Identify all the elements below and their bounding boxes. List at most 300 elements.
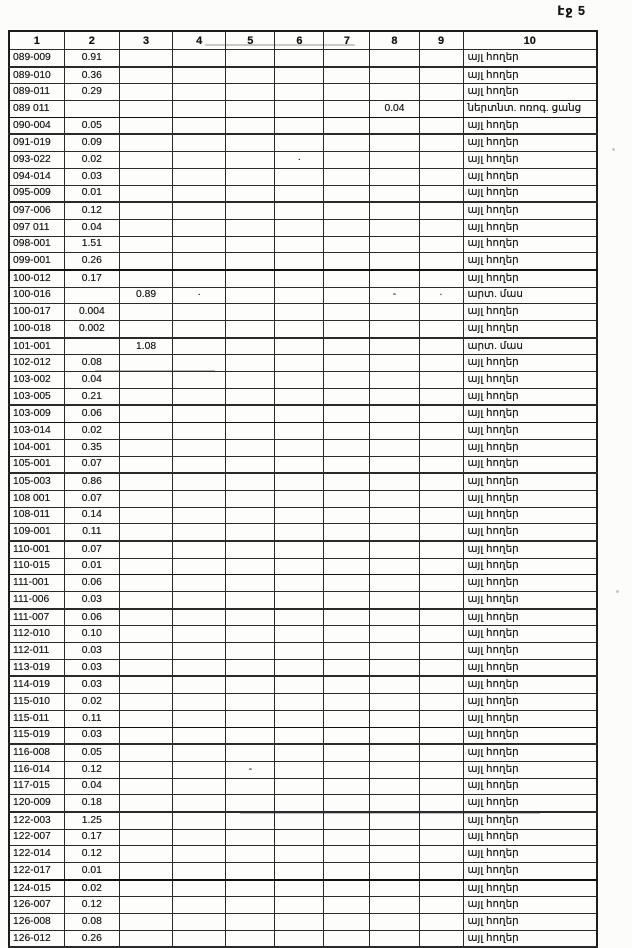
value-cell: 0.04 bbox=[64, 372, 119, 389]
value-cell bbox=[275, 914, 324, 931]
value-cell bbox=[64, 101, 119, 118]
value-cell bbox=[119, 152, 172, 169]
value-cell bbox=[275, 812, 324, 829]
parcel-code-cell: 100-012 bbox=[9, 270, 64, 287]
column-header-3: 3 bbox=[119, 31, 172, 50]
value-cell bbox=[419, 626, 463, 643]
land-type-cell: այլ հողեր bbox=[463, 236, 597, 253]
value-cell bbox=[370, 592, 419, 609]
value-cell bbox=[370, 676, 419, 693]
land-type-cell: այլ հողեր bbox=[463, 202, 597, 219]
land-type-cell: այլ հողեր bbox=[463, 575, 597, 592]
value-cell: 0.06 bbox=[64, 405, 119, 422]
column-header-9: 9 bbox=[419, 31, 463, 50]
value-cell bbox=[324, 761, 370, 778]
value-cell bbox=[419, 168, 463, 185]
value-cell bbox=[119, 626, 172, 643]
land-type-cell: այլ հողեր bbox=[463, 812, 597, 829]
value-cell: 0.21 bbox=[64, 388, 119, 405]
value-cell: 0.17 bbox=[64, 829, 119, 846]
value-cell bbox=[173, 219, 226, 236]
value-cell bbox=[275, 897, 324, 914]
value-cell bbox=[226, 219, 275, 236]
value-cell bbox=[370, 321, 419, 338]
value-cell bbox=[119, 168, 172, 185]
parcel-code-cell: 116-014 bbox=[9, 761, 64, 778]
value-cell bbox=[370, 219, 419, 236]
value-cell bbox=[275, 117, 324, 134]
value-cell bbox=[226, 524, 275, 541]
value-cell bbox=[226, 101, 275, 118]
table-row bbox=[9, 829, 597, 846]
value-cell bbox=[119, 880, 172, 897]
value-cell: 0.12 bbox=[64, 202, 119, 219]
value-cell bbox=[226, 321, 275, 338]
value-cell bbox=[275, 439, 324, 456]
value-cell bbox=[370, 541, 419, 558]
table-row bbox=[9, 152, 597, 169]
value-cell bbox=[173, 185, 226, 202]
value-cell bbox=[119, 761, 172, 778]
value-cell bbox=[419, 744, 463, 761]
land-type-cell: այլ հողեր bbox=[463, 524, 597, 541]
value-cell bbox=[173, 253, 226, 270]
value-cell bbox=[324, 643, 370, 660]
value-cell: 0.04 bbox=[370, 101, 419, 118]
value-cell bbox=[370, 84, 419, 101]
value-cell: 0.26 bbox=[64, 253, 119, 270]
value-cell bbox=[119, 423, 172, 440]
value-cell bbox=[119, 355, 172, 372]
value-cell bbox=[370, 575, 419, 592]
value-cell bbox=[419, 236, 463, 253]
value-cell bbox=[275, 355, 324, 372]
value-cell bbox=[419, 50, 463, 67]
value-cell bbox=[275, 846, 324, 863]
value-cell: · bbox=[275, 152, 324, 169]
value-cell bbox=[275, 575, 324, 592]
value-cell bbox=[173, 439, 226, 456]
land-type-cell: այլ հողեր bbox=[463, 507, 597, 524]
value-cell bbox=[173, 168, 226, 185]
value-cell: 0.11 bbox=[64, 524, 119, 541]
value-cell bbox=[173, 795, 226, 812]
value-cell bbox=[370, 507, 419, 524]
value-cell bbox=[119, 592, 172, 609]
value-cell bbox=[119, 575, 172, 592]
parcel-code-cell: 089 011 bbox=[9, 101, 64, 118]
value-cell bbox=[226, 914, 275, 931]
value-cell bbox=[419, 490, 463, 507]
parcel-code-cell: 122-007 bbox=[9, 829, 64, 846]
value-cell bbox=[119, 846, 172, 863]
value-cell bbox=[64, 338, 119, 355]
value-cell bbox=[226, 541, 275, 558]
value-cell bbox=[419, 592, 463, 609]
value-cell bbox=[419, 676, 463, 693]
table-row bbox=[9, 524, 597, 541]
value-cell bbox=[370, 253, 419, 270]
land-type-cell: այլ հողեր bbox=[463, 117, 597, 134]
parcel-code-cell: 104-001 bbox=[9, 439, 64, 456]
table-row bbox=[9, 914, 597, 931]
value-cell bbox=[324, 575, 370, 592]
value-cell bbox=[226, 558, 275, 575]
value-cell bbox=[226, 202, 275, 219]
value-cell bbox=[324, 490, 370, 507]
value-cell bbox=[275, 880, 324, 897]
value-cell bbox=[173, 829, 226, 846]
value-cell bbox=[119, 304, 172, 321]
value-cell bbox=[119, 778, 172, 795]
value-cell bbox=[119, 185, 172, 202]
table-row bbox=[9, 744, 597, 761]
value-cell bbox=[370, 50, 419, 67]
value-cell bbox=[419, 829, 463, 846]
value-cell bbox=[226, 863, 275, 880]
land-type-cell: այլ հողեր bbox=[463, 304, 597, 321]
value-cell bbox=[226, 507, 275, 524]
table-row bbox=[9, 575, 597, 592]
land-type-cell: այլ հողեր bbox=[463, 897, 597, 914]
value-cell bbox=[275, 287, 324, 304]
land-type-cell: այլ հողեր bbox=[463, 829, 597, 846]
value-cell bbox=[173, 880, 226, 897]
value-cell bbox=[370, 914, 419, 931]
value-cell bbox=[370, 423, 419, 440]
value-cell bbox=[275, 507, 324, 524]
value-cell bbox=[173, 84, 226, 101]
value-cell bbox=[119, 744, 172, 761]
land-type-cell: այլ հողեր bbox=[463, 778, 597, 795]
value-cell bbox=[324, 676, 370, 693]
table-row bbox=[9, 423, 597, 440]
table-row bbox=[9, 388, 597, 405]
parcel-code-cell: 109-001 bbox=[9, 524, 64, 541]
value-cell bbox=[119, 863, 172, 880]
value-cell bbox=[370, 778, 419, 795]
value-cell bbox=[370, 490, 419, 507]
table-row bbox=[9, 710, 597, 727]
parcel-code-cell: 111-001 bbox=[9, 575, 64, 592]
value-cell bbox=[119, 473, 172, 490]
value-cell bbox=[370, 405, 419, 422]
value-cell bbox=[226, 880, 275, 897]
table-row bbox=[9, 185, 597, 202]
value-cell bbox=[119, 541, 172, 558]
value-cell bbox=[419, 355, 463, 372]
value-cell bbox=[275, 609, 324, 626]
value-cell bbox=[64, 287, 119, 304]
land-type-cell: այլ հողեր bbox=[463, 558, 597, 575]
value-cell bbox=[370, 744, 419, 761]
land-type-cell: այլ հողեր bbox=[463, 270, 597, 287]
table-row bbox=[9, 643, 597, 660]
value-cell bbox=[173, 524, 226, 541]
table-row bbox=[9, 592, 597, 609]
value-cell bbox=[173, 592, 226, 609]
value-cell bbox=[226, 778, 275, 795]
value-cell bbox=[173, 761, 226, 778]
table-row bbox=[9, 304, 597, 321]
value-cell bbox=[119, 643, 172, 660]
value-cell bbox=[324, 846, 370, 863]
value-cell: 0.10 bbox=[64, 626, 119, 643]
value-cell bbox=[119, 101, 172, 118]
value-cell bbox=[419, 846, 463, 863]
table-row bbox=[9, 84, 597, 101]
value-cell bbox=[275, 490, 324, 507]
value-cell bbox=[324, 372, 370, 389]
value-cell bbox=[370, 134, 419, 151]
value-cell bbox=[419, 67, 463, 84]
value-cell bbox=[119, 914, 172, 931]
value-cell bbox=[226, 439, 275, 456]
value-cell: · bbox=[419, 287, 463, 304]
value-cell bbox=[370, 439, 419, 456]
parcel-code-cell: 122-017 bbox=[9, 863, 64, 880]
value-cell bbox=[419, 710, 463, 727]
parcel-code-cell: 103-002 bbox=[9, 372, 64, 389]
value-cell bbox=[324, 321, 370, 338]
value-cell bbox=[370, 236, 419, 253]
table-header-row bbox=[9, 31, 597, 50]
value-cell bbox=[324, 355, 370, 372]
land-type-cell: այլ հողեր bbox=[463, 914, 597, 931]
value-cell bbox=[324, 338, 370, 355]
value-cell bbox=[324, 84, 370, 101]
value-cell bbox=[226, 710, 275, 727]
land-type-cell: այլ հողեր bbox=[463, 676, 597, 693]
value-cell bbox=[173, 710, 226, 727]
table-row bbox=[9, 694, 597, 711]
value-cell bbox=[226, 423, 275, 440]
parcel-code-cell: 120-009 bbox=[9, 795, 64, 812]
value-cell bbox=[275, 541, 324, 558]
parcel-code-cell: 102-012 bbox=[9, 355, 64, 372]
parcel-code-cell: 124-015 bbox=[9, 880, 64, 897]
value-cell bbox=[324, 287, 370, 304]
land-type-cell: այլ հողեր bbox=[463, 710, 597, 727]
value-cell: 0.17 bbox=[64, 270, 119, 287]
value-cell bbox=[173, 659, 226, 676]
value-cell: 0.07 bbox=[64, 541, 119, 558]
value-cell bbox=[324, 659, 370, 676]
parcel-code-cell: 108-011 bbox=[9, 507, 64, 524]
land-type-cell: այլ հողեր bbox=[463, 84, 597, 101]
value-cell bbox=[173, 846, 226, 863]
value-cell bbox=[119, 897, 172, 914]
value-cell bbox=[173, 473, 226, 490]
value-cell bbox=[173, 405, 226, 422]
value-cell: 0.07 bbox=[64, 490, 119, 507]
value-cell bbox=[324, 812, 370, 829]
value-cell bbox=[173, 270, 226, 287]
value-cell bbox=[119, 524, 172, 541]
value-cell bbox=[324, 507, 370, 524]
value-cell bbox=[324, 863, 370, 880]
value-cell bbox=[275, 456, 324, 473]
value-cell: 0.002 bbox=[64, 321, 119, 338]
value-cell bbox=[370, 304, 419, 321]
value-cell bbox=[419, 219, 463, 236]
value-cell: 1.25 bbox=[64, 812, 119, 829]
value-cell: 0.12 bbox=[64, 897, 119, 914]
value-cell bbox=[370, 626, 419, 643]
table-row bbox=[9, 812, 597, 829]
parcel-code-cell: 094-014 bbox=[9, 168, 64, 185]
value-cell bbox=[370, 117, 419, 134]
land-type-cell: այլ հողեր bbox=[463, 659, 597, 676]
value-cell bbox=[226, 338, 275, 355]
value-cell: 0.89 bbox=[119, 287, 172, 304]
value-cell bbox=[419, 405, 463, 422]
value-cell bbox=[226, 812, 275, 829]
land-type-cell: այլ հողեր bbox=[463, 439, 597, 456]
value-cell: 0.86 bbox=[64, 473, 119, 490]
value-cell bbox=[419, 101, 463, 118]
parcel-code-cell: 100-016 bbox=[9, 287, 64, 304]
table-row bbox=[9, 117, 597, 134]
value-cell bbox=[275, 795, 324, 812]
value-cell bbox=[173, 558, 226, 575]
value-cell bbox=[226, 84, 275, 101]
value-cell bbox=[226, 659, 275, 676]
value-cell bbox=[324, 558, 370, 575]
parcel-code-cell: 103-009 bbox=[9, 405, 64, 422]
value-cell bbox=[173, 236, 226, 253]
value-cell bbox=[173, 541, 226, 558]
value-cell bbox=[226, 626, 275, 643]
land-type-cell: այլ հողեր bbox=[463, 423, 597, 440]
value-cell bbox=[226, 727, 275, 744]
value-cell bbox=[370, 270, 419, 287]
value-cell bbox=[419, 863, 463, 880]
parcel-code-cell: 112-010 bbox=[9, 626, 64, 643]
value-cell bbox=[275, 338, 324, 355]
value-cell bbox=[419, 117, 463, 134]
value-cell bbox=[173, 456, 226, 473]
value-cell bbox=[226, 643, 275, 660]
parcel-code-cell: 110-001 bbox=[9, 541, 64, 558]
value-cell bbox=[119, 50, 172, 67]
column-header-10: 10 bbox=[463, 31, 597, 50]
value-cell bbox=[119, 405, 172, 422]
land-type-cell: այլ հողեր bbox=[463, 541, 597, 558]
value-cell bbox=[419, 914, 463, 931]
parcel-code-cell: 126-007 bbox=[9, 897, 64, 914]
value-cell bbox=[324, 304, 370, 321]
value-cell bbox=[370, 456, 419, 473]
parcel-code-cell: 105-003 bbox=[9, 473, 64, 490]
value-cell bbox=[275, 84, 324, 101]
value-cell bbox=[275, 676, 324, 693]
value-cell bbox=[275, 694, 324, 711]
value-cell: 0.08 bbox=[64, 355, 119, 372]
value-cell bbox=[275, 321, 324, 338]
value-cell bbox=[419, 439, 463, 456]
value-cell bbox=[324, 117, 370, 134]
value-cell: 0.91 bbox=[64, 50, 119, 67]
value-cell bbox=[226, 67, 275, 84]
value-cell bbox=[370, 609, 419, 626]
value-cell bbox=[370, 829, 419, 846]
value-cell bbox=[419, 659, 463, 676]
value-cell bbox=[275, 592, 324, 609]
value-cell bbox=[419, 643, 463, 660]
value-cell bbox=[119, 202, 172, 219]
value-cell bbox=[324, 405, 370, 422]
table-row bbox=[9, 609, 597, 626]
value-cell bbox=[275, 253, 324, 270]
table-row bbox=[9, 236, 597, 253]
table-row bbox=[9, 863, 597, 880]
value-cell: 1.08 bbox=[119, 338, 172, 355]
table-row bbox=[9, 321, 597, 338]
value-cell bbox=[275, 67, 324, 84]
value-cell bbox=[275, 185, 324, 202]
table-row bbox=[9, 134, 597, 151]
land-type-cell: այլ հողեր bbox=[463, 152, 597, 169]
parcel-code-cell: 089-010 bbox=[9, 67, 64, 84]
value-cell bbox=[173, 778, 226, 795]
value-cell bbox=[119, 270, 172, 287]
table-row bbox=[9, 219, 597, 236]
table-row bbox=[9, 761, 597, 778]
land-type-cell: այլ հողեր bbox=[463, 490, 597, 507]
value-cell bbox=[275, 626, 324, 643]
table-row bbox=[9, 439, 597, 456]
value-cell bbox=[173, 67, 226, 84]
parcel-code-cell: 110-015 bbox=[9, 558, 64, 575]
value-cell bbox=[119, 67, 172, 84]
land-type-cell: այլ հողեր bbox=[463, 134, 597, 151]
value-cell bbox=[226, 795, 275, 812]
value-cell bbox=[419, 812, 463, 829]
value-cell: 1.51 bbox=[64, 236, 119, 253]
land-type-cell: այլ հողեր bbox=[463, 372, 597, 389]
table-row bbox=[9, 456, 597, 473]
value-cell bbox=[324, 202, 370, 219]
parcel-code-cell: 114-019 bbox=[9, 676, 64, 693]
value-cell bbox=[324, 744, 370, 761]
parcel-code-cell: 117-015 bbox=[9, 778, 64, 795]
value-cell bbox=[173, 694, 226, 711]
land-type-cell: այլ հողեր bbox=[463, 626, 597, 643]
value-cell bbox=[226, 304, 275, 321]
value-cell bbox=[324, 694, 370, 711]
value-cell bbox=[324, 592, 370, 609]
value-cell: 0.12 bbox=[64, 846, 119, 863]
value-cell bbox=[419, 524, 463, 541]
value-cell bbox=[119, 609, 172, 626]
value-cell bbox=[226, 117, 275, 134]
value-cell bbox=[173, 304, 226, 321]
value-cell bbox=[119, 676, 172, 693]
parcel-code-cell: 100-018 bbox=[9, 321, 64, 338]
value-cell bbox=[324, 456, 370, 473]
parcel-code-cell: 089-009 bbox=[9, 50, 64, 67]
parcel-code-cell: 122-014 bbox=[9, 846, 64, 863]
value-cell bbox=[419, 778, 463, 795]
value-cell bbox=[173, 727, 226, 744]
table-row bbox=[9, 541, 597, 558]
value-cell bbox=[324, 541, 370, 558]
value-cell bbox=[226, 694, 275, 711]
value-cell bbox=[324, 270, 370, 287]
value-cell bbox=[370, 473, 419, 490]
value-cell bbox=[226, 897, 275, 914]
